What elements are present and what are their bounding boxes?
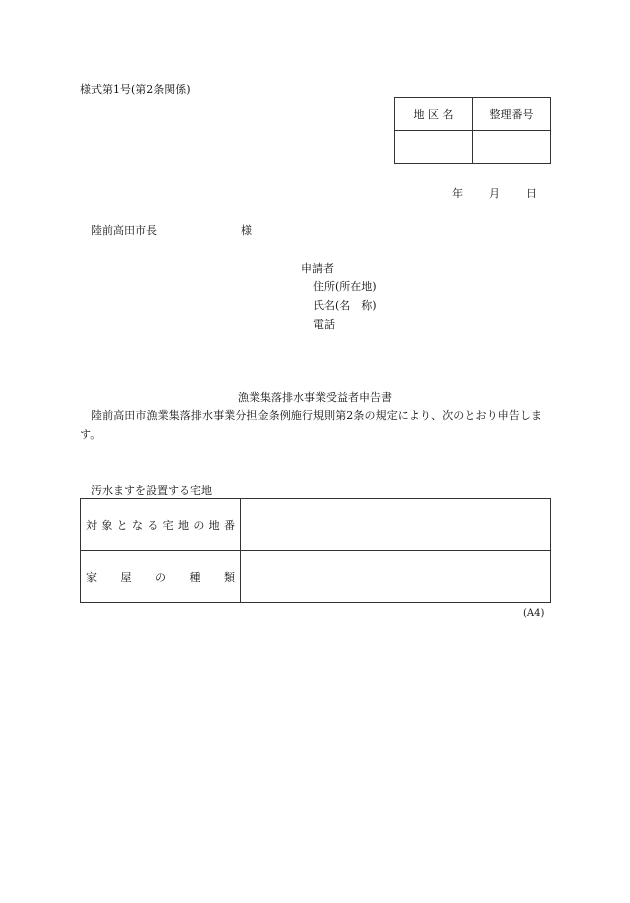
reference-number-header: 整理番号 bbox=[473, 98, 551, 131]
document-title: 漁業集落排水事業受益者申告書 bbox=[238, 391, 392, 404]
body-text: 陸前高田市漁業集落排水事業分担金条例施行規則第2条の規定により、次のとおり申告します。 bbox=[80, 409, 543, 441]
house-type-label: 家屋の種類 bbox=[81, 551, 241, 603]
lot-number-label: 対象となる宅地の地番 bbox=[81, 499, 241, 551]
table-row bbox=[81, 499, 551, 551]
paper-size: (A4) bbox=[523, 608, 545, 619]
applicant-label: 申請者 bbox=[301, 262, 334, 275]
phone-label: 電話 bbox=[313, 318, 335, 331]
address-label: 住所(所在地) bbox=[313, 280, 377, 293]
district-table bbox=[394, 97, 551, 164]
date-day[interactable]: 日 bbox=[526, 187, 537, 200]
land-table bbox=[80, 498, 551, 603]
addressee: 陸前高田市長 bbox=[91, 224, 157, 237]
table-row bbox=[81, 551, 551, 603]
date-year[interactable]: 年 bbox=[452, 187, 463, 200]
reference-number-field[interactable] bbox=[473, 131, 551, 164]
date-month[interactable]: 月 bbox=[489, 187, 500, 200]
lot-number-field[interactable] bbox=[241, 499, 551, 551]
district-name-field[interactable] bbox=[395, 131, 473, 164]
honorific: 様 bbox=[241, 224, 252, 237]
form-number: 様式第1号(第2条関係) bbox=[80, 83, 191, 96]
house-type-field[interactable] bbox=[241, 551, 551, 603]
section-label: 汚水ますを設置する宅地 bbox=[91, 484, 212, 497]
date-line bbox=[452, 185, 537, 201]
district-name-header: 地 区 名 bbox=[395, 98, 473, 131]
name-label: 氏名(名 称) bbox=[313, 299, 377, 312]
